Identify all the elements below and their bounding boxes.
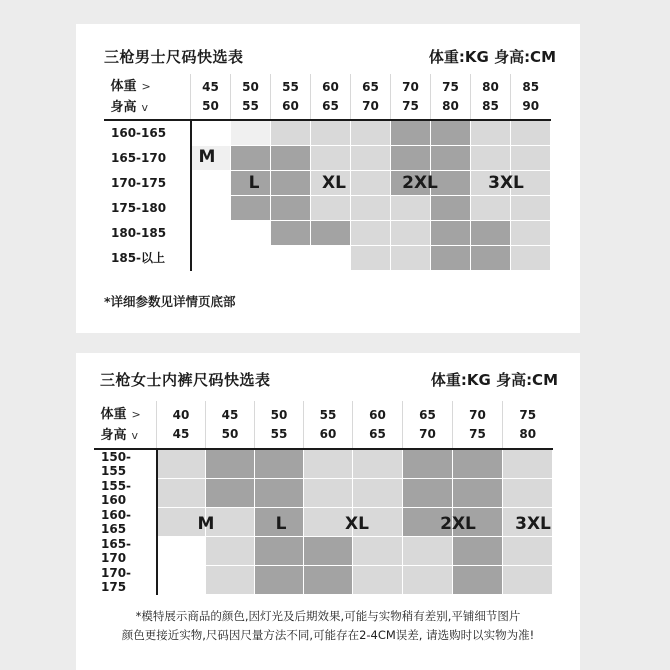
size-cell: [353, 449, 403, 479]
size-cell: [391, 145, 431, 170]
women-height-row-label: 165-170: [95, 537, 157, 566]
women-weight-col-header: 55 60: [304, 401, 353, 449]
size-cell: [353, 508, 403, 537]
size-cell: [391, 195, 431, 220]
size-cell: [511, 170, 551, 195]
men-size-table: [104, 74, 551, 271]
size-cell: [304, 537, 353, 566]
women-weight-axis-label: 体重 >: [100, 406, 141, 422]
size-cell: [431, 220, 471, 245]
size-cell: [311, 245, 351, 270]
men-weight-col-header: 80 85: [471, 74, 511, 120]
table-row: [105, 145, 551, 170]
men-weight-col-header: 65 70: [351, 74, 391, 120]
size-label-2xl: 2XL: [402, 173, 438, 193]
size-cell: [351, 245, 391, 270]
women-footnote-line-2: 颜色更接近实物,尺码因尺量方法不同,可能存在2-4CM误差, 请选购时以实物为准!: [121, 628, 535, 642]
size-cell: [311, 120, 351, 145]
size-cell: [353, 479, 403, 508]
size-cell: [206, 566, 255, 595]
size-cell: [471, 245, 511, 270]
men-card-title: 三枪男士尺码快选表: [104, 48, 244, 66]
size-cell: [391, 170, 431, 195]
size-cell: [353, 537, 403, 566]
size-cell: [191, 145, 231, 170]
men-height-axis-label: 身高 v: [110, 99, 149, 115]
table-row: [105, 220, 551, 245]
size-cell: [311, 145, 351, 170]
size-cell: [403, 479, 453, 508]
women-weight-col-header: 70 75: [453, 401, 503, 449]
men-weight-col-header: 70 75: [391, 74, 431, 120]
size-cell: [511, 145, 551, 170]
size-cell: [431, 145, 471, 170]
size-cell: [471, 145, 511, 170]
table-row: [105, 195, 551, 220]
women-height-axis-label: 身高 v: [100, 427, 139, 443]
size-label-xl: XL: [345, 514, 369, 534]
size-cell: [511, 120, 551, 145]
size-label-xl: XL: [322, 173, 346, 193]
men-height-row-label: 165-170: [105, 145, 191, 170]
size-cell: [191, 170, 231, 195]
size-cell: [255, 479, 304, 508]
table-row: [95, 537, 553, 566]
women-height-row-label: 155-160: [95, 479, 157, 508]
table-row: [95, 566, 553, 595]
size-cell: [191, 220, 231, 245]
size-cell: [511, 220, 551, 245]
size-cell: [391, 220, 431, 245]
women-height-row-label: 170-175: [95, 566, 157, 595]
size-cell: [471, 170, 511, 195]
women-height-row-label: 150-155: [95, 449, 157, 479]
women-size-card: [76, 353, 580, 670]
size-cell: [391, 120, 431, 145]
men-height-row-label: 180-185: [105, 220, 191, 245]
size-cell: [191, 195, 231, 220]
size-label-2xl: 2XL: [440, 514, 476, 534]
men-weight-col-header: 85 90: [511, 74, 551, 120]
table-row: [105, 245, 551, 270]
men-size-card: [76, 24, 580, 333]
size-cell: [206, 537, 255, 566]
table-row: [105, 170, 551, 195]
size-label-3xl: 3XL: [488, 173, 524, 193]
size-cell: [503, 537, 553, 566]
men-weight-col-header: 60 65: [311, 74, 351, 120]
size-cell: [231, 220, 271, 245]
size-cell: [191, 120, 231, 145]
size-cell: [206, 479, 255, 508]
size-cell: [351, 170, 391, 195]
women-unit-note: 体重:KG 身高:CM: [430, 371, 558, 389]
table-row: [95, 508, 553, 537]
size-cell: [351, 195, 391, 220]
size-cell: [511, 195, 551, 220]
size-cell: [255, 508, 304, 537]
women-weight-col-header: 60 65: [353, 401, 403, 449]
size-cell: [206, 508, 255, 537]
size-cell: [453, 566, 503, 595]
size-cell: [453, 508, 503, 537]
size-cell: [157, 537, 206, 566]
table-row: [105, 120, 551, 145]
men-weight-col-header: 50 55: [231, 74, 271, 120]
men-height-row-label: 185-以上: [105, 245, 191, 270]
size-cell: [471, 120, 511, 145]
size-cell: [431, 195, 471, 220]
size-cell: [191, 245, 231, 270]
size-cell: [403, 566, 453, 595]
size-cell: [351, 220, 391, 245]
size-cell: [157, 449, 206, 479]
women-weight-col-header: 50 55: [255, 401, 304, 449]
size-cell: [271, 170, 311, 195]
size-cell: [403, 449, 453, 479]
women-size-table: [94, 401, 553, 595]
size-cell: [503, 566, 553, 595]
men-weight-col-header: 45 50: [191, 74, 231, 120]
size-cell: [255, 449, 304, 479]
men-height-row-label: 170-175: [105, 170, 191, 195]
size-cell: [471, 195, 511, 220]
size-cell: [231, 170, 271, 195]
size-label-m: M: [198, 147, 216, 167]
size-cell: [503, 479, 553, 508]
size-cell: [231, 195, 271, 220]
size-cell: [304, 479, 353, 508]
size-cell: [351, 145, 391, 170]
women-card-title: 三枪女士内裤尺码快选表: [100, 371, 271, 389]
men-weight-col-header: 75 80: [431, 74, 471, 120]
men-height-row-label: 175-180: [105, 195, 191, 220]
size-cell: [403, 508, 453, 537]
size-label-l: L: [248, 173, 260, 193]
women-weight-col-header: 75 80: [503, 401, 553, 449]
men-unit-note: 体重:KG 身高:CM: [428, 48, 556, 66]
size-cell: [271, 195, 311, 220]
size-cell: [453, 479, 503, 508]
size-cell: [403, 537, 453, 566]
size-cell: [311, 170, 351, 195]
women-weight-col-header: 45 50: [206, 401, 255, 449]
men-weight-col-header: 55 60: [271, 74, 311, 120]
size-cell: [157, 479, 206, 508]
size-cell: [453, 537, 503, 566]
size-label-3xl: 3XL: [515, 514, 551, 534]
women-weight-col-header: 40 45: [157, 401, 206, 449]
size-cell: [353, 566, 403, 595]
table-row: [95, 449, 553, 479]
size-cell: [304, 508, 353, 537]
women-footnote-line-1: *模特展示商品的颜色,因灯光及后期效果,可能与实物稍有差别,平铺细节图片: [135, 609, 521, 623]
men-footnote: *详细参数见详情页底部: [104, 294, 236, 309]
size-cell: [311, 195, 351, 220]
size-cell: [304, 566, 353, 595]
size-cell: [231, 120, 271, 145]
size-cell: [271, 120, 311, 145]
size-cell: [503, 508, 553, 537]
table-row: [95, 479, 553, 508]
size-cell: [157, 566, 206, 595]
size-cell: [431, 245, 471, 270]
size-cell: [206, 449, 255, 479]
size-cell: [351, 120, 391, 145]
size-cell: [271, 145, 311, 170]
women-footnote: [76, 607, 580, 645]
size-cell: [471, 220, 511, 245]
size-cell: [431, 120, 471, 145]
size-cell: [255, 566, 304, 595]
size-cell: [231, 245, 271, 270]
size-cell: [503, 449, 553, 479]
size-cell: [453, 449, 503, 479]
size-cell: [391, 245, 431, 270]
women-weight-col-header: 65 70: [403, 401, 453, 449]
size-cell: [304, 449, 353, 479]
size-cell: [271, 245, 311, 270]
women-height-row-label: 160-165: [95, 508, 157, 537]
size-cell: [231, 145, 271, 170]
women-corner-header: [95, 401, 157, 449]
size-cell: [255, 537, 304, 566]
men-height-row-label: 160-165: [105, 120, 191, 145]
size-cell: [157, 508, 206, 537]
size-cell: [431, 170, 471, 195]
size-cell: [511, 245, 551, 270]
size-label-l: L: [275, 514, 287, 534]
men-corner-header: [105, 74, 191, 120]
size-cell: [271, 220, 311, 245]
men-weight-axis-label: 体重 >: [110, 78, 151, 94]
size-label-m: M: [197, 514, 215, 534]
size-cell: [311, 220, 351, 245]
